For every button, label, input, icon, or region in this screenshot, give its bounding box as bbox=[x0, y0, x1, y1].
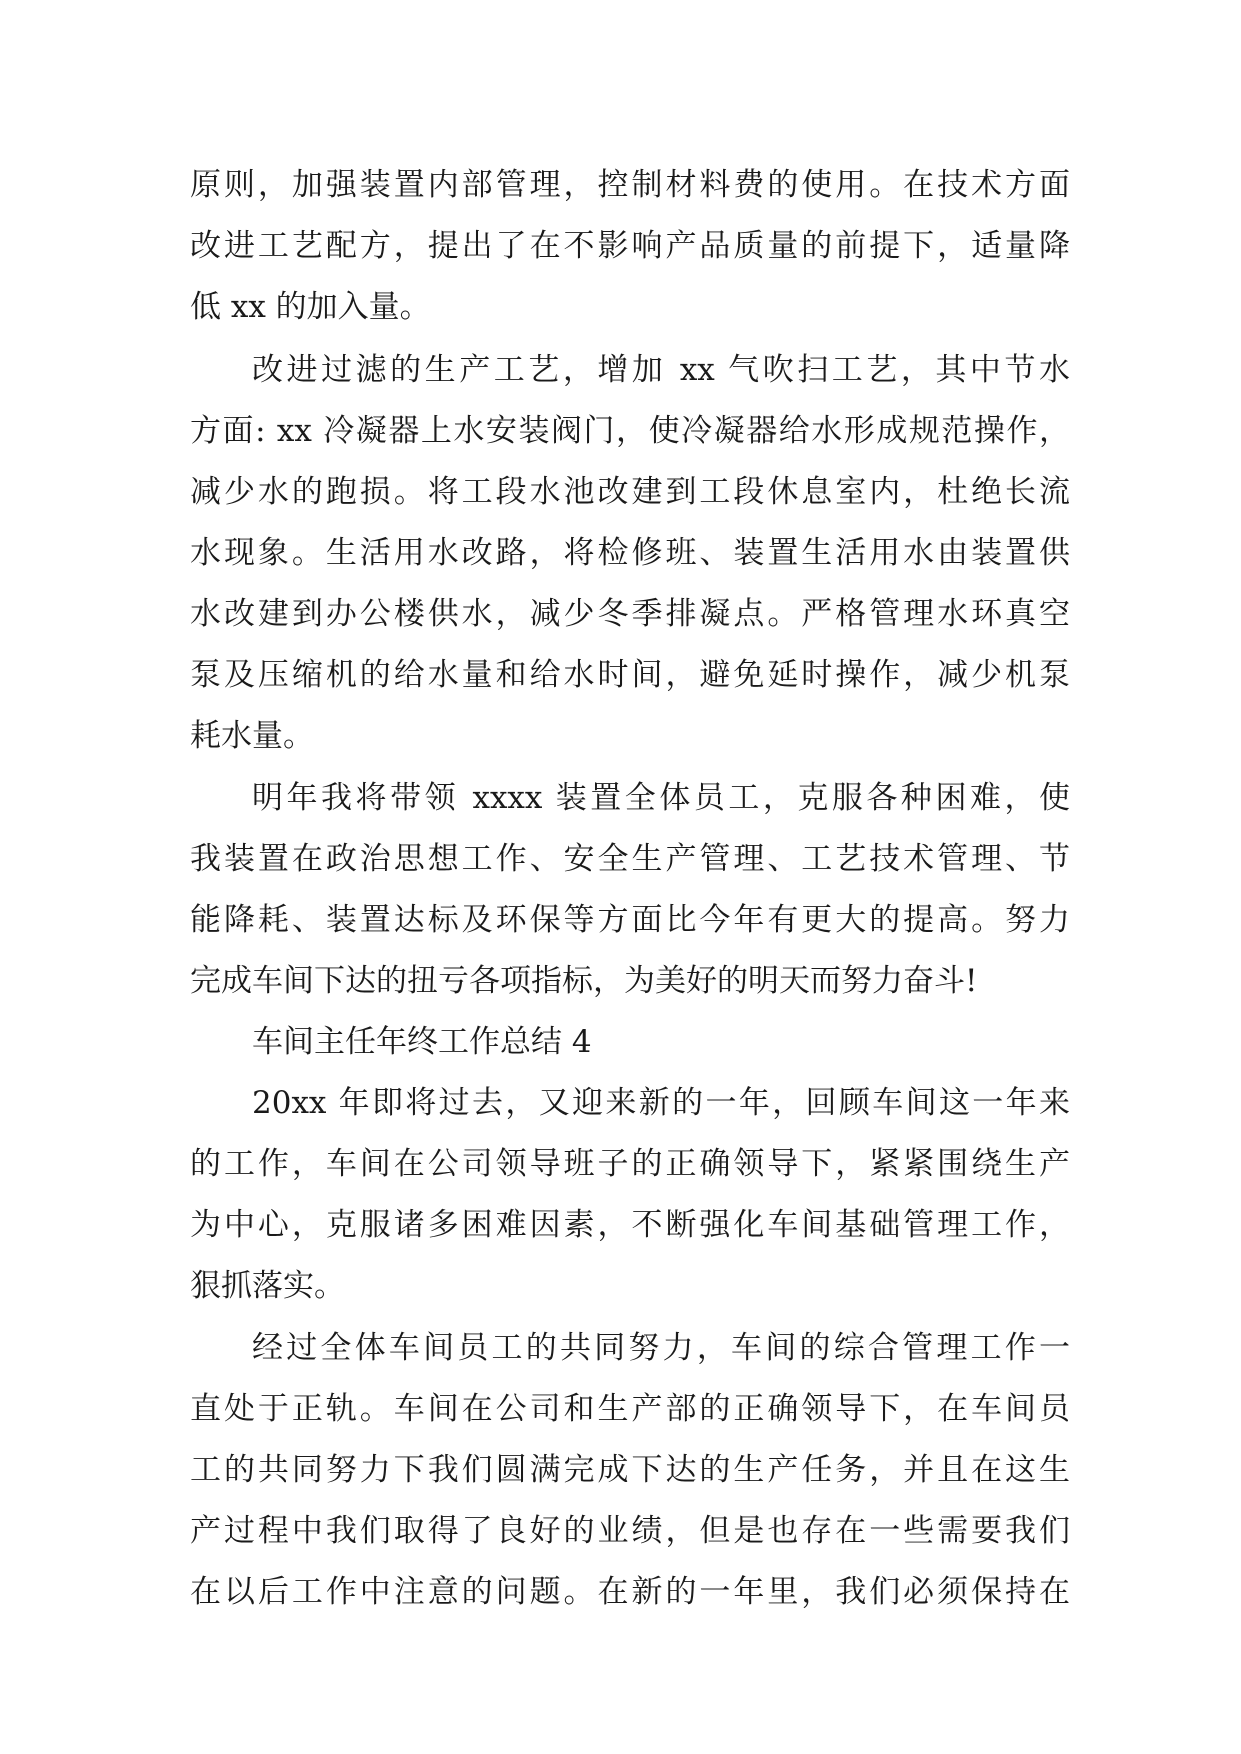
paragraph-first-line: 经过全体车间员工的共同努力，车间的综合管理工作一 bbox=[252, 1330, 1070, 1366]
text-line: 的工作，车间在公司领导班子的正确领导下，紧紧围绕生产 bbox=[190, 1146, 1070, 1182]
text-line: 耗水量。 bbox=[190, 718, 314, 754]
text-line: 能降耗、装置达标及环保等方面比今年有更大的提高。努力 bbox=[190, 902, 1070, 938]
text-line: 狠抓落实。 bbox=[190, 1268, 345, 1304]
paragraph-first-line: 改进过滤的生产工艺，增加 xx 气吹扫工艺，其中节水 bbox=[252, 352, 1070, 388]
text-line: 工的共同努力下我们圆满完成下达的生产任务，并且在这生 bbox=[190, 1452, 1070, 1488]
text-line: 完成车间下达的扭亏各项指标，为美好的明天而努力奋斗! bbox=[190, 963, 978, 999]
text-line: 减少水的跑损。将工段水池改建到工段休息室内，杜绝长流 bbox=[190, 474, 1070, 510]
text-line: 直处于正轨。车间在公司和生产部的正确领导下，在车间员 bbox=[190, 1391, 1070, 1427]
paragraph-first-line: 明年我将带领 xxxx 装置全体员工，克服各种困难，使 bbox=[252, 780, 1070, 816]
text-line: 泵及压缩机的给水量和给水时间，避免延时操作，减少机泵 bbox=[190, 657, 1070, 693]
text-line: 水现象。生活用水改路，将检修班、装置生活用水由装置供 bbox=[190, 535, 1070, 571]
text-line: 原则，加强装置内部管理，控制材料费的使用。在技术方面 bbox=[190, 167, 1070, 203]
text-line: 改进工艺配方，提出了在不影响产品质量的前提下，适量降 bbox=[190, 228, 1070, 264]
text-line: 产过程中我们取得了良好的业绩，但是也存在一些需要我们 bbox=[190, 1513, 1070, 1549]
text-line: 方面: xx 冷凝器上水安装阀门，使冷凝器给水形成规范操作， bbox=[190, 413, 1070, 449]
text-line: 在以后工作中注意的问题。在新的一年里，我们必须保持在 bbox=[190, 1574, 1070, 1610]
paragraph-first-line: 20xx 年即将过去，又迎来新的一年，回顾车间这一年来 bbox=[252, 1085, 1070, 1121]
text-line: 为中心，克服诸多困难因素，不断强化车间基础管理工作， bbox=[190, 1207, 1070, 1243]
text-line: 我装置在政治思想工作、安全生产管理、工艺技术管理、节 bbox=[190, 841, 1070, 877]
text-line: 水改建到办公楼供水，减少冬季排凝点。严格管理水环真空 bbox=[190, 596, 1070, 632]
section-heading: 车间主任年终工作总结 4 bbox=[252, 1024, 592, 1060]
text-line: 低 xx 的加入量。 bbox=[190, 289, 431, 325]
